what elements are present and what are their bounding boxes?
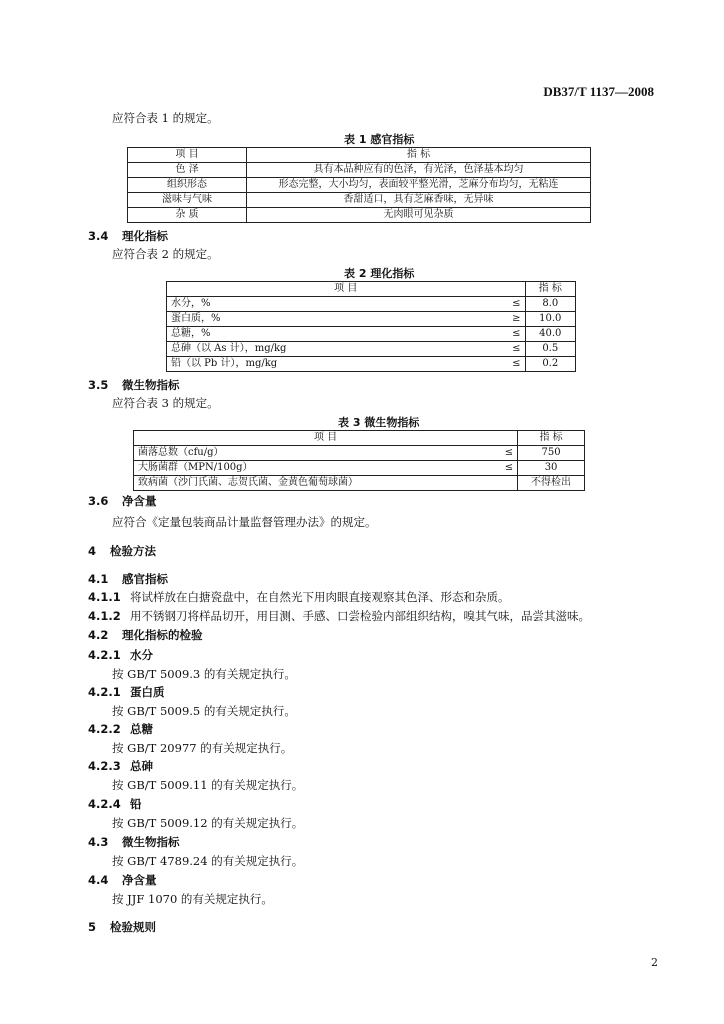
- table-row: [167, 327, 576, 342]
- section-number: 4.2.2: [88, 722, 121, 736]
- section-5-heading: [88, 919, 156, 935]
- section-title: 铅: [130, 797, 142, 811]
- table-cell: 形态完整，大小均匀，表面较平整光滑，芝麻分布均匀，无粘连: [247, 178, 591, 193]
- section-4-2-1-protein-text: 按 GB/T 5009.5 的有关规定执行。: [112, 704, 296, 718]
- section-3-4-heading: [88, 228, 168, 244]
- section-text: 将试样放在白搪瓷盘中，在自然光下用肉眼直接观察其色泽、形态和杂质。: [130, 590, 510, 604]
- section-3-6-text: 应符合《定量包装商品计量监督管理办法》的规定。: [112, 515, 377, 529]
- section-3-6-heading: [88, 493, 157, 509]
- section-number: 3.6: [88, 494, 109, 508]
- section-4-2-3-heading: [88, 758, 153, 774]
- section-title: 水分: [130, 648, 153, 662]
- section-4-2-heading: [88, 627, 203, 643]
- table-cell: ≤: [497, 297, 526, 312]
- section-title: 检验规则: [110, 920, 156, 934]
- table-header-row: [167, 282, 576, 297]
- section-number: 4.2: [88, 628, 109, 642]
- document-id-header: DB37/T 1137—2008: [543, 84, 654, 99]
- section-title: 总砷: [130, 759, 153, 773]
- table-cell: 0.5: [525, 342, 575, 357]
- section-4-2-2-text: 按 GB/T 20977 的有关规定执行。: [112, 741, 293, 755]
- section-title: 总糖: [130, 722, 153, 736]
- section-title: 感官指标: [122, 572, 168, 586]
- section-number: 4: [88, 544, 97, 558]
- table2-caption: 表 2 理化指标: [344, 267, 415, 280]
- table-cell: 色 泽: [128, 163, 247, 178]
- table-cell: 30: [518, 461, 585, 476]
- table-cell: 具有本品种应有的色泽，有光泽，色泽基本均匀: [247, 163, 591, 178]
- section-text: 用不锈钢刀将样品切开，用目测、手感、口尝检验内部组织结构，嗅其气味，品尝其滋味。: [130, 609, 590, 623]
- table-header-row: [128, 148, 591, 163]
- table-row: [167, 312, 576, 327]
- section-4-2-4-text: 按 GB/T 5009.12 的有关规定执行。: [112, 816, 304, 830]
- table-row: [128, 163, 591, 178]
- table3-caption: 表 3 微生物指标: [338, 416, 420, 429]
- table-cell: ≤: [497, 327, 526, 342]
- section-title: 理化指标的检验: [122, 628, 203, 642]
- table-cell: 8.0: [525, 297, 575, 312]
- section-number: 4.1.1: [88, 590, 121, 604]
- table-cell: 不得检出: [518, 476, 585, 491]
- table-row: [134, 476, 585, 491]
- table-header-cell: 指 标: [518, 431, 585, 446]
- table-cell: ≤: [497, 342, 526, 357]
- table-cell: 杂 质: [128, 208, 247, 223]
- section-number: 4.1.2: [88, 609, 121, 623]
- table-cell: 10.0: [525, 312, 575, 327]
- table-cell: ≤: [489, 446, 518, 461]
- table-row: [128, 178, 591, 193]
- section-number: 4.2.3: [88, 759, 121, 773]
- table-cell: 香甜适口，具有芝麻香味，无异味: [247, 193, 591, 208]
- table-cell: 0.2: [525, 357, 575, 372]
- table-cell: 蛋白质，%: [167, 312, 497, 327]
- table-cell: 组织形态: [128, 178, 247, 193]
- table-cell: 滋味与气味: [128, 193, 247, 208]
- table-cell: 40.0: [525, 327, 575, 342]
- table1-caption: 表 1 感官指标: [344, 133, 415, 146]
- table-header-cell: 项 目: [167, 282, 526, 297]
- table-header-cell: 指 标: [247, 148, 591, 163]
- section-4-1-2: [88, 608, 590, 624]
- table-row: [128, 208, 591, 223]
- section-title: 微生物指标: [122, 378, 180, 392]
- section-4-1-1: [88, 589, 510, 605]
- page-number: 2: [651, 956, 658, 969]
- section-title: 微生物指标: [122, 835, 180, 849]
- section-4-4-text: 按 JJF 1070 的有关规定执行。: [112, 892, 273, 906]
- table-row: [167, 342, 576, 357]
- table2: [166, 281, 576, 372]
- table-row: [134, 446, 585, 461]
- table-row: [167, 357, 576, 372]
- table-row: [128, 193, 591, 208]
- table-cell: 致病菌（沙门氏菌、志贺氏菌、金黄色葡萄球菌）: [134, 476, 490, 491]
- section-4-3-heading: [88, 834, 180, 850]
- section-title: 理化指标: [122, 229, 168, 243]
- section-number: 4.3: [88, 835, 109, 849]
- table-cell: 菌落总数（cfu/g）: [134, 446, 490, 461]
- table-cell: 总糖，%: [167, 327, 497, 342]
- section-4-3-text: 按 GB/T 4789.24 的有关规定执行。: [112, 854, 304, 868]
- section-number: 5: [88, 920, 97, 934]
- table-cell: 总砷（以 As 计），mg/kg: [167, 342, 497, 357]
- table-cell: [489, 476, 518, 491]
- section-4-2-1-water-text: 按 GB/T 5009.3 的有关规定执行。: [112, 667, 296, 681]
- table-header-row: [134, 431, 585, 446]
- section-3-4-text: 应符合表 2 的规定。: [112, 247, 219, 261]
- table-cell: 铅（以 Pb 计），mg/kg: [167, 357, 497, 372]
- section-4-1-heading: [88, 571, 168, 587]
- table-header-cell: 项 目: [128, 148, 247, 163]
- section-number: 4.2.1: [88, 648, 121, 662]
- section-number: 4.1: [88, 572, 109, 586]
- section-number: 4.4: [88, 873, 109, 887]
- table-cell: ≤: [489, 461, 518, 476]
- section-title: 净含量: [122, 873, 157, 887]
- section-4-2-4-heading: [88, 796, 142, 812]
- table-cell: 水分，%: [167, 297, 497, 312]
- table-cell: ≥: [497, 312, 526, 327]
- section-number: 3.4: [88, 229, 109, 243]
- table-row: [167, 297, 576, 312]
- table-cell: ≤: [497, 357, 526, 372]
- section-3-5-heading: [88, 377, 180, 393]
- table-cell: 大肠菌群（MPN/100g）: [134, 461, 490, 476]
- section-title: 净含量: [122, 494, 157, 508]
- table1: [127, 147, 591, 223]
- section-number: 3.5: [88, 378, 109, 392]
- table3: [133, 430, 585, 491]
- section-4-heading: [88, 543, 156, 559]
- intro-text: 应符合表 1 的规定。: [112, 111, 219, 125]
- section-3-5-text: 应符合表 3 的规定。: [112, 396, 219, 410]
- section-number: 4.2.1: [88, 685, 121, 699]
- section-title: 蛋白质: [130, 685, 165, 699]
- table-row: [134, 461, 585, 476]
- table-header-cell: 项 目: [134, 431, 518, 446]
- table-header-cell: 指 标: [525, 282, 575, 297]
- section-title: 检验方法: [110, 544, 156, 558]
- section-4-4-heading: [88, 872, 157, 888]
- section-4-2-3-text: 按 GB/T 5009.11 的有关规定执行。: [112, 778, 304, 792]
- table-cell: 750: [518, 446, 585, 461]
- table-cell: 无肉眼可见杂质: [247, 208, 591, 223]
- section-4-2-1-water-heading: [88, 647, 153, 663]
- section-4-2-2-heading: [88, 721, 153, 737]
- section-4-2-1-protein-heading: [88, 684, 165, 700]
- section-number: 4.2.4: [88, 797, 121, 811]
